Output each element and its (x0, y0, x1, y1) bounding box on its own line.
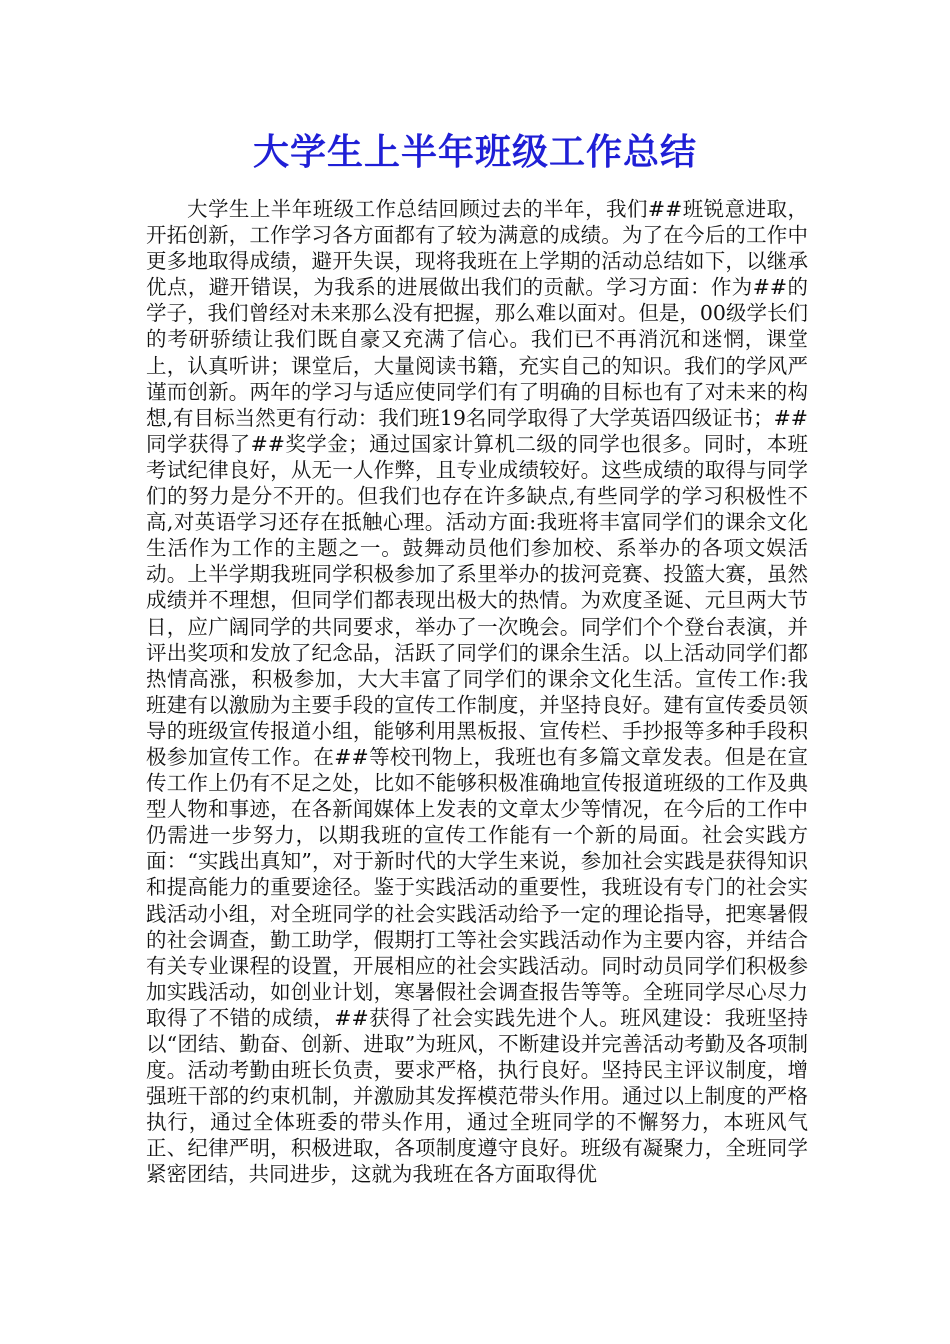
document-body-paragraph: 大学生上半年班级工作总结回顾过去的半年，我们##班锐意进取，开拓创新，工作学习各方面都有了较为满意的成绩。为了在今后的工作中更多地取得成绩，避开失误，现将我班在上学期的活动总结如下，以继承优点，避开错误，为我系的进展做出我们的贡献。学习方面：作为##的学子，我们曾经对未来那么没有把握，那么难以面对。但是，00级学长们的考研骄绩让我们既自豪又充满了信心。我们已不再消沉和迷惘，课堂上，认真听讲；课堂后，大量阅读书籍，充实自己的知识。我们的学风严谨而创新。两年的学习与适应使同学们有了明确的目标也有了对未来的构想,有目标当然更有行动：我们班19名同学取得了大学英语四级证书；##同学获得了##奖学金；通过国家计算机二级的同学也很多。同时，本班考试纪律良好，从无一人作弊，且专业成绩较好。这些成绩的取得与同学们的努力是分不开的。但我们也存在许多缺点,有些同学的学习积极性不高,对英语学习还存在抵触心理。活动方面:我班将丰富同学们的课余文化生活作为工作的主题之一。鼓舞动员他们参加校、系举办的各项文娱活动。上半学期我班同学积极参加了系里举办的拔河竞赛、投篮大赛，虽然成绩并不理想，但同学们都表现出极大的热情。为欢度圣诞、元旦两大节日，应广阔同学的共同要求，举办了一次晚会。同学们个个登台表演，并评出奖项和发放了纪念品，活跃了同学们的课余生活。以上活动同学们都热情高涨，积极参加，大大丰富了同学们的课余文化生活。宣传工作:我班建有以激励为主要手段的宣传工作制度，并坚持良好。建有宣传委员领导的班级宣传报道小组，能够利用黑板报、宣传栏、手抄报等多种手段积极参加宣传工作。在##等校刊物上，我班也有多篇文章发表。但是在宣传工作上仍有不足之处，比如不能够积极准确地宣传报道班级的工作及典型人物和事迹，在各新闻媒体上发表的文章太少等情况，在今后的工作中仍需进一步努力，以期我班的宣传工作能有一个新的局面。社会实践方面：“实践出真知”，对于新时代的大学生来说，参加社会实践是获得知识和提高能力的重要途径。鉴于实践活动的重要性，我班设有专门的社会实践活动小组，对全班同学的社会实践活动给予一定的理论指导，把寒暑假的社会调查，勤工助学，假期打工等社会实践活动作为主要内容，并结合有关专业课程的设置，开展相应的社会实践活动。同时动员同学们积极参加实践活动，如创业计划，寒暑假社会调查报告等等。全班同学尽心尽力取得了不错的成绩，##获得了社会实践先进个人。班风建设：我班坚持以“团结、勤奋、创新、进取”为班风，不断建设并完善活动考勤及各项制度。活动考勤由班长负责，要求严格，执行良好。坚持民主评议制度，增强班干部的约束机制，并激励其发挥模范带头作用。通过以上制度的严格执行，通过全体班委的带头作用，通过全班同学的不懈努力，本班风气正、纪律严明，积极进取，各项制度遵守良好。班级有凝聚力，全班同学紧密团结，共同进步，这就为我班在各方面取得优 (146, 197, 808, 1187)
document-title: 大学生上半年班级工作总结 (252, 131, 697, 173)
